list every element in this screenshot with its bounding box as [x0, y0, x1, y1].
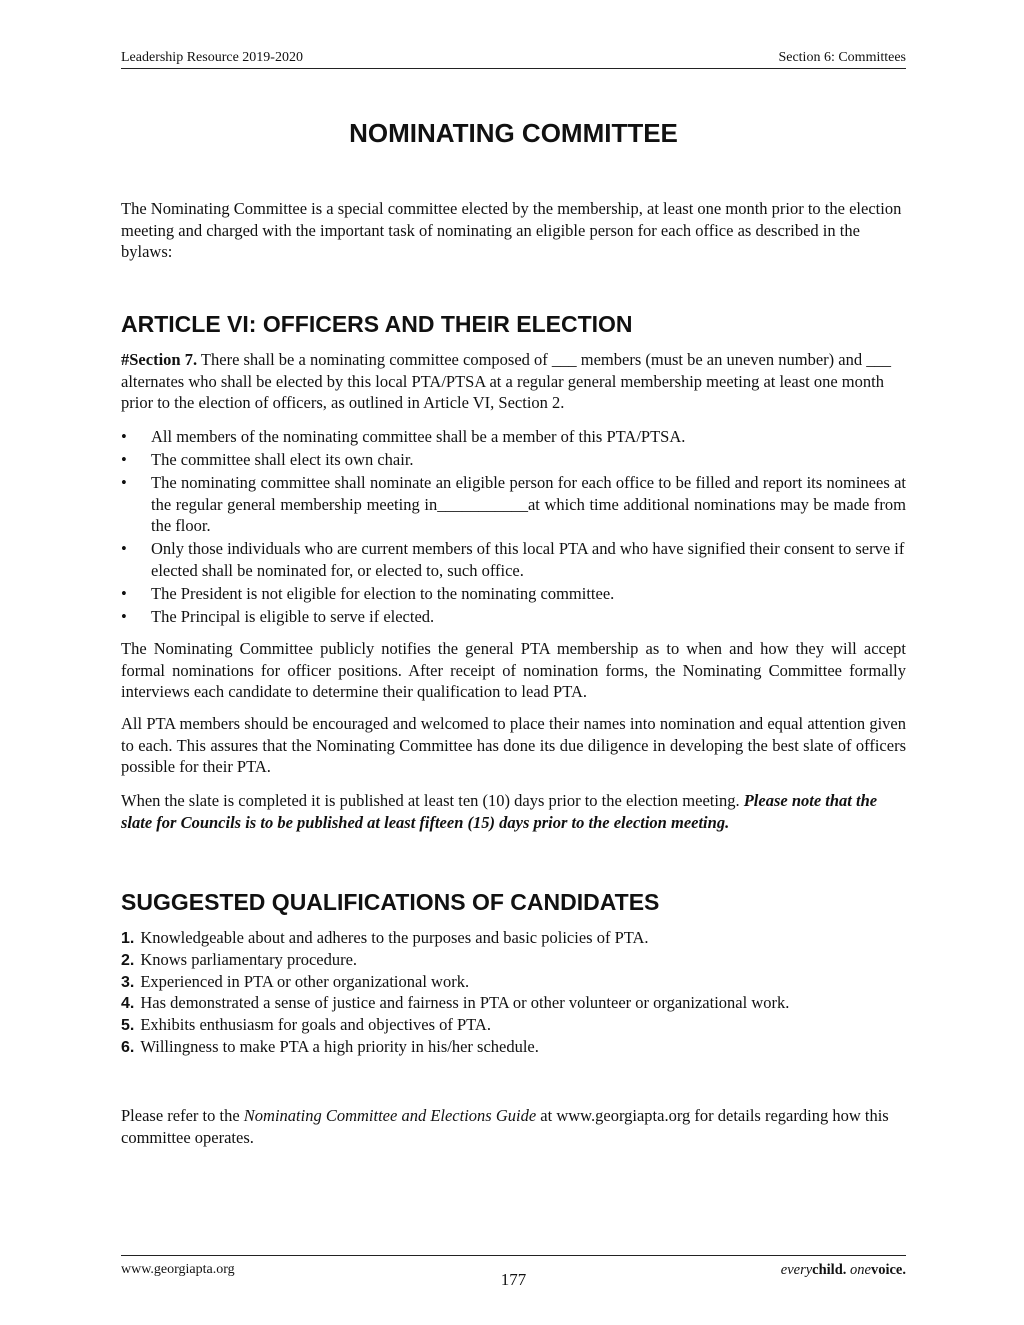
list-number: 3. [121, 973, 135, 991]
list-item [121, 606, 906, 628]
list-item-text: Has demonstrated a sense of justice and fairness in PTA or other volunteer or organizational work. [140, 993, 790, 1013]
refer-paragraph [121, 1105, 906, 1148]
bullet-icon: • [121, 583, 127, 603]
slate-text: When the slate is completed it is published at least ten (10) days prior to the election meeting. [121, 791, 744, 810]
guide-title: Nominating Committee and Elections Guide [243, 1106, 537, 1125]
page-footer [121, 1255, 906, 1296]
slate-emphasis: Please note that the slate for Councils is to be published at least fifteen (15) days prior to the election meeting. [121, 791, 878, 832]
list-number: 4. [121, 995, 135, 1013]
section-paragraph [121, 349, 906, 414]
list-item-text: The committee shall elect its own chair. [151, 450, 414, 469]
section-label: #Section 7. [121, 350, 198, 369]
qualifications-heading: SUGGESTED QUALIFICATIONS OF CANDIDATES [121, 889, 660, 915]
list-item-text: The President is not eligible for election to the nominating committee. [151, 583, 615, 603]
refer-text-before: Please refer to the [121, 1106, 244, 1125]
bullet-icon: • [121, 450, 127, 469]
list-number: 1. [121, 930, 135, 947]
qualifications-list [121, 928, 906, 1059]
list-item-text: The Principal is eligible to serve if elected. [151, 606, 435, 626]
page-title: NOMINATING COMMITTEE [349, 118, 678, 148]
bullet-icon: • [121, 539, 127, 558]
list-item-text: Knows parliamentary procedure. [140, 949, 358, 969]
list-number: 5. [121, 1017, 135, 1035]
list-item [121, 449, 906, 471]
list-item [121, 928, 906, 950]
refer-text-after: at www.georgiapta.org for details regarding how this committee operates. [121, 1106, 889, 1147]
tagline-every: every [780, 1262, 813, 1278]
footer-tagline [781, 1262, 906, 1279]
article-heading: ARTICLE VI: OFFICERS AND THEIR ELECTION [121, 311, 633, 337]
list-item [121, 472, 906, 537]
list-item [121, 1015, 906, 1037]
list-item-text: All members of the nominating committee shall be a member of this PTA/PTSA. [151, 427, 686, 446]
notification-paragraph: The Nominating Committee publicly notifies the general PTA membership as to when and how they will accept formal nominations for officer positions. After receipt of nomination forms, the Nominating Committee formally interviews each candidate to determine their qualification to lead PTA. [121, 639, 906, 701]
list-item-text: Only those individuals who are current members of this local PTA and who have signified their consent to serve if elected shall be nominated for, or elected to, such office. [151, 539, 905, 580]
tagline-one: one [850, 1262, 871, 1278]
page-header [121, 50, 906, 69]
bullet-icon: • [121, 473, 127, 492]
list-item [121, 583, 906, 605]
list-number: 2. [121, 951, 135, 969]
list-item [121, 538, 906, 581]
list-item-text: Knowledgeable about and adheres to the purposes and basic policies of PTA. [140, 928, 649, 947]
list-item-text: Experienced in PTA or other organizational work. [140, 971, 470, 991]
list-number: 6. [121, 1038, 135, 1056]
bullet-icon: • [121, 427, 127, 446]
list-item [121, 950, 906, 972]
list-item [121, 426, 906, 448]
header-left-text: Leadership Resource 2019-2020 [121, 50, 303, 65]
intro-paragraph: The Nominating Committee is a special committee elected by the membership, at least one month prior to the election meeting and charged with the important task of nominating an eligible person for each office as described in the bylaws: [121, 199, 902, 261]
article-bullet-list [121, 426, 906, 629]
header-right-text: Section 6: Committees [778, 50, 906, 65]
list-item-text: Exhibits enthusiasm for goals and objectives of PTA. [140, 1015, 491, 1035]
tagline-voice: voice. [870, 1262, 906, 1278]
page-number: 177 [500, 1270, 527, 1289]
list-item-text: Willingness to make PTA a high priority in his/her schedule. [140, 1036, 539, 1056]
list-item [121, 1037, 906, 1059]
list-item [121, 972, 906, 994]
slate-paragraph [121, 790, 906, 833]
list-item [121, 993, 906, 1015]
encouragement-paragraph: All PTA members should be encouraged and welcomed to place their names into nomination and equal attention given to each. This assures that the Nominating Committee has done its due diligence in developing the best slate of officers possible for their PTA. [121, 714, 906, 776]
bullet-icon: • [121, 606, 127, 626]
section-text: There shall be a nominating committee composed of ___ members (must be an uneven number) and ___ alternates who shall be elected by this local PTA/PTSA at a regular general membership meeting at least one month prior to the election of officers, as outlined in Article VI, Section 2. [121, 350, 891, 412]
list-item-text: The nominating committee shall nominate an eligible person for each office to be filled and report its nominees at the regular general membership meeting in___________at which time additional nominations may be made from the floor. [151, 473, 906, 535]
tagline-child: child. [812, 1262, 847, 1278]
footer-website-link[interactable]: www.georgiapta.org [121, 1262, 235, 1277]
